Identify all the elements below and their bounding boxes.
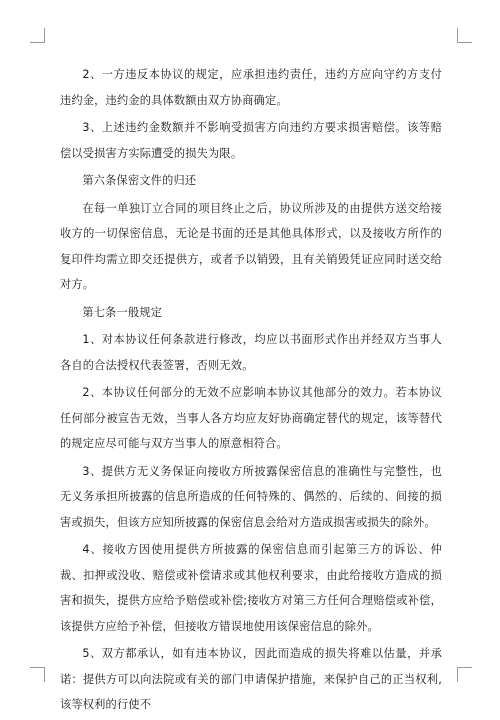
clause-paragraph: 3、提供方无义务保证向接收方所披露保密信息的准确性与完整性，也无义务承担所披露的信息所造成的任何特殊的、偶然的、后续的、间接的损害或损失，但该方应知所披露的保密信息会给对方造成损害或损失的除外。	[60, 464, 442, 529]
clause-paragraph: 1、对本协议任何条款进行修改，均应以书面形式作出并经双方当事人各自的合法授权代表签署，否则无效。	[60, 333, 442, 372]
crop-mark-bottom-right	[457, 667, 472, 682]
crop-mark-bottom-left	[30, 667, 45, 682]
clause-paragraph: 2、本协议任何部分的无效不应影响本协议其他部分的效力。若本协议任何部分被宣告无效，当事人各方均应友好协商确定替代的规定，该等替代的规定应尽可能与双方当事人的原意相符合。	[60, 386, 442, 450]
clause-paragraph: 4、接收方因使用提供方所披露的保密信息而引起第三方的诉讼、仲裁、扣押或没收、赔偿或补偿请求或其他权利要求，由此给接收方造成的损害和损失，提供方应给予赔偿或补偿;接收方对第三方任何合理赔偿或补偿，该提供方应给予补偿，但接收方错误地使用该保密信息的除外。	[60, 543, 442, 633]
section-heading: 第七条一般规定	[82, 305, 163, 319]
document-body	[60, 62, 442, 720]
clause-paragraph: 5、双方都承认，如有违本协议，因此而造成的损失将难以估量，并承诺：提供方可以向法院或有关的部门申请保护措施，来保护自己的正当权利,该等权利的行使不	[60, 647, 442, 711]
clause-paragraph: 2、一方违反本协议的规定，应承担违约责任，违约方应向守约方支付违约金，违约金的具体数额由双方协商确定。	[60, 68, 442, 107]
clause-paragraph: 在每一单独订立合同的项目终止之后，协议所涉及的由提供方送交给接收方的一切保密信息，无论是书面的还是其他具体形式，以及接收方所作的复印件均需立即交还提供方，或者予以销毁，且有关销毁凭证应同时送交给对方。	[60, 201, 442, 291]
clause-paragraph: 3、上述违约金数额并不影响受损害方向违约方要求损害赔偿。该等赔偿以受损害方实际遭受的损失为限。	[60, 121, 442, 160]
crop-mark-top-right	[457, 28, 472, 43]
section-heading: 第六条保密文件的归还	[82, 174, 197, 187]
crop-mark-top-left	[30, 28, 45, 43]
